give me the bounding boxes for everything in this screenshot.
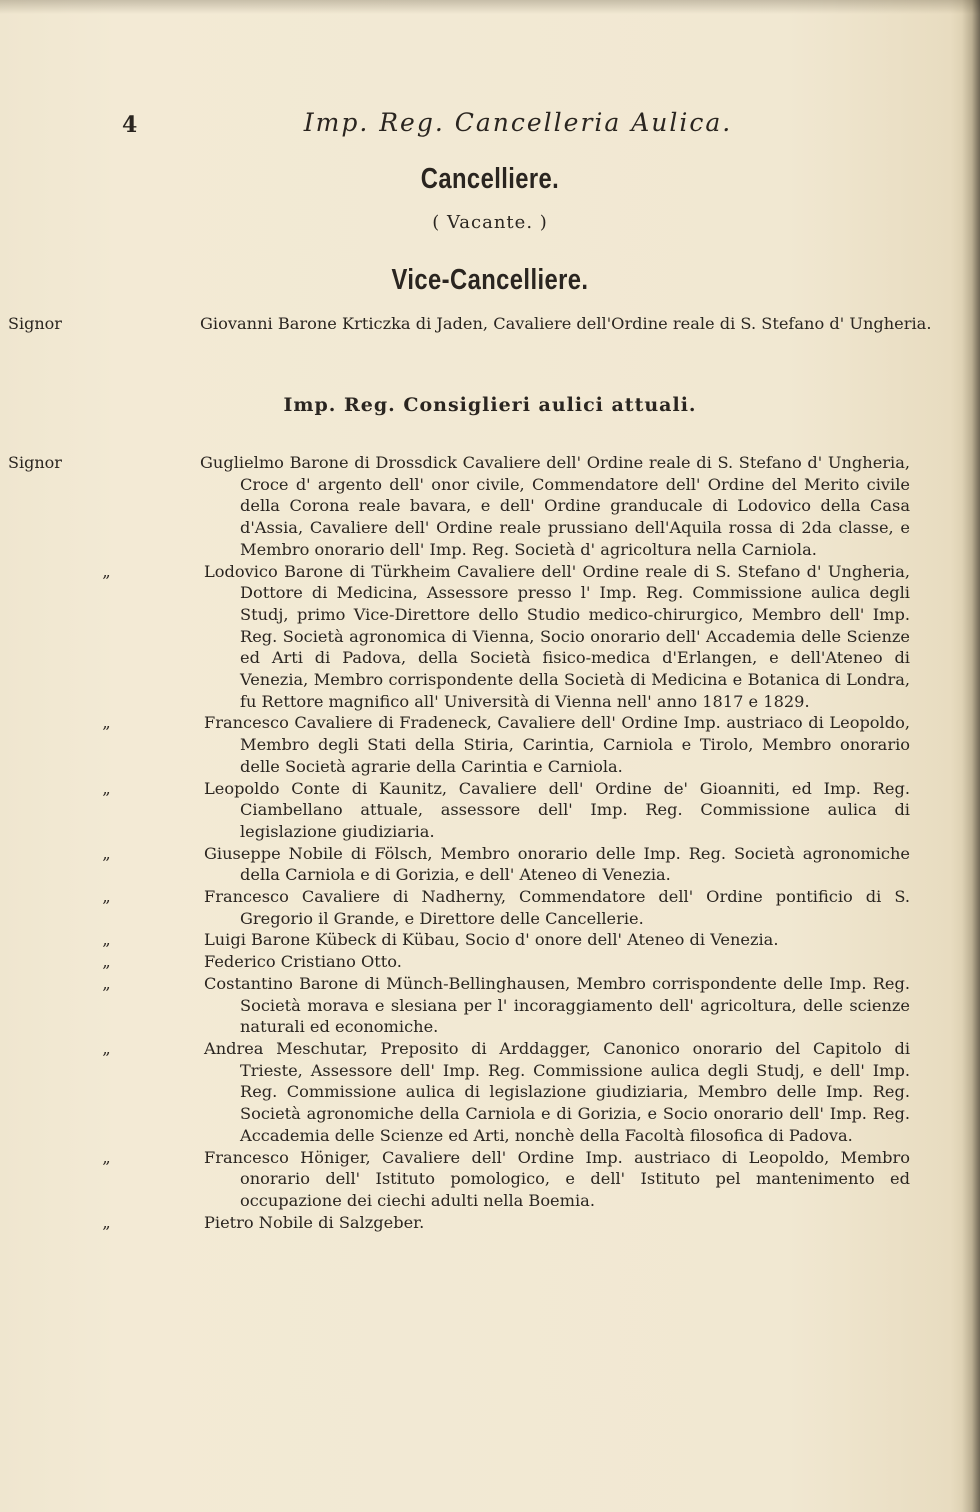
list-item — [102, 886, 910, 929]
entry-text: Giuseppe Nobile di Fölsch, Membro onorario delle Imp. Reg. Società agronomiche della Carniola e di Gorizia, e dell' Ateneo di Venezia. — [204, 843, 910, 885]
list-item — [102, 951, 910, 973]
ditto-mark: „ — [102, 930, 110, 950]
entry-text: Francesco Cavaliere di Fradeneck, Cavaliere dell' Ordine Imp. austriaco di Leopoldo, Membro degli Stati della Stiria, Carintia, Carniola e Tirolo, Membro onorario delle Società agrarie della Carintia e Carniola. — [204, 713, 910, 776]
list-item — [102, 778, 910, 843]
section-heading-cancelliere: Cancelliere. — [420, 163, 560, 195]
list-item — [102, 1212, 910, 1234]
ditto-mark: „ — [102, 1212, 110, 1232]
list-item — [102, 1038, 910, 1147]
vice-cancelliere-entry — [8, 313, 980, 335]
ditto-mark: „ — [102, 843, 110, 863]
ditto-mark: „ — [102, 1038, 110, 1058]
ditto-mark: „ — [102, 973, 110, 993]
section-heading-vice-cancelliere: Vice-Cancelliere. — [391, 264, 589, 296]
cancelliere-status: ( Vacante. ) — [432, 212, 548, 233]
list-item — [102, 843, 910, 886]
entry-text: Pietro Nobile di Salzgeber. — [204, 1212, 425, 1232]
entry-text: Federico Cristiano Otto. — [204, 952, 402, 972]
list-item — [102, 1147, 910, 1212]
ditto-mark: „ — [102, 778, 110, 798]
ditto-mark: „ — [102, 1147, 110, 1167]
entry-text: Giovanni Barone Krticzka di Jaden, Cavaliere dell'Ordine reale di S. Stefano d' Ungheria. — [200, 314, 932, 333]
list-item — [102, 929, 910, 951]
ditto-mark: „ — [102, 561, 110, 581]
entry-text: Lodovico Barone di Türkheim Cavaliere dell' Ordine reale di S. Stefano d' Ungheria, Dottore di Medicina, Assessore presso l' Imp. Reg. Commissione aulica degli Studj, primo Vice-Direttore dello Studio medico-chirurgico, Membro dell' Imp. Reg. Società agronomica di Vienna, Socio onorario dell' Accademia delle Scienze ed Arti di Padova, della Società fisico-medica d'Erlangen, e dell'Ateneo di Venezia, Membro corrispondente della Società di Medicina e Botanica di Londra, fu Rettore magnifico all' Università di Vienna nell' anno 1817 e 1829. — [204, 561, 910, 711]
entry-text: Costantino Barone di Münch-Bellinghausen, Membro corrispondente delle Imp. Reg. Società morava e slesiana per l' incoraggiamento dell' agricoltura, delle scienze naturali ed economiche. — [204, 973, 910, 1037]
page-header — [118, 108, 878, 142]
ditto-mark: „ — [102, 713, 110, 733]
list-item — [102, 973, 910, 1038]
entry-text: Leopoldo Conte di Kaunitz, Cavaliere dell' Ordine de' Gioanniti, ed Imp. Reg. Ciambellano attuale, assessore dell' Imp. Reg. Commissione aulica di legislazione giudiziaria. — [204, 778, 910, 841]
entry-text: Andrea Meschutar, Preposito di Arddagger, Canonico onorario del Capitolo di Trieste, Assessore dell' Imp. Reg. Commissione aulica degli Studj, e dell' Imp. Reg. Commissione aulica di legislazione giudiziaria, Membro delle Imp. Reg. Società agronomiche della Carniola e di Gorizia, e Socio onorario dell' Imp. Reg. Accademia delle Scienze ed Arti, nonchè della Facoltà filosofica di Padova. — [204, 1038, 910, 1145]
page-number: 4 — [122, 112, 138, 138]
list-item — [8, 452, 910, 561]
section-heading-consiglieri: Imp. Reg. Consiglieri aulici attuali. — [283, 394, 697, 416]
list-item — [102, 561, 910, 713]
ditto-mark: „ — [102, 952, 110, 972]
entry-text: Francesco Cavaliere di Nadherny, Commendatore dell' Ordine pontificio di S. Gregorio il Grande, e Direttore delle Cancellerie. — [204, 887, 910, 928]
entry-prefix: Signor — [8, 453, 62, 472]
entry-text: Guglielmo Barone di Drossdick Cavaliere dell' Ordine reale di S. Stefano d' Ungheria, Croce d' argento dell' onor civile, Commendatore dell' Ordine del Merito civile della Corona reale bavara, e dell' Ordine granducale di Lodovico della Casa d'Assia, Cavaliere dell' Ordine reale prussiano dell'Aquila rossa di 2da classe, e Membro onorario dell' Imp. Reg. Società d' agricoltura nella Carniola. — [200, 453, 910, 559]
list-item — [102, 712, 910, 777]
entry-prefix: Signor — [8, 314, 62, 333]
running-title: Imp. Reg. Cancelleria Aulica. — [303, 108, 733, 137]
entry-text: Luigi Barone Kübeck di Kübau, Socio d' onore dell' Ateneo di Venezia. — [204, 930, 779, 950]
consiglieri-list — [8, 452, 910, 1233]
ditto-mark: „ — [102, 887, 110, 907]
page-top-shadow — [0, 0, 980, 14]
entry-text: Francesco Höniger, Cavaliere dell' Ordine Imp. austriaco di Leopoldo, Membro onorario dell' Istituto pomologico, e dell' Istituto pel mantenimento ed occupazione dei ciechi adulti nella Boemia. — [204, 1147, 910, 1210]
